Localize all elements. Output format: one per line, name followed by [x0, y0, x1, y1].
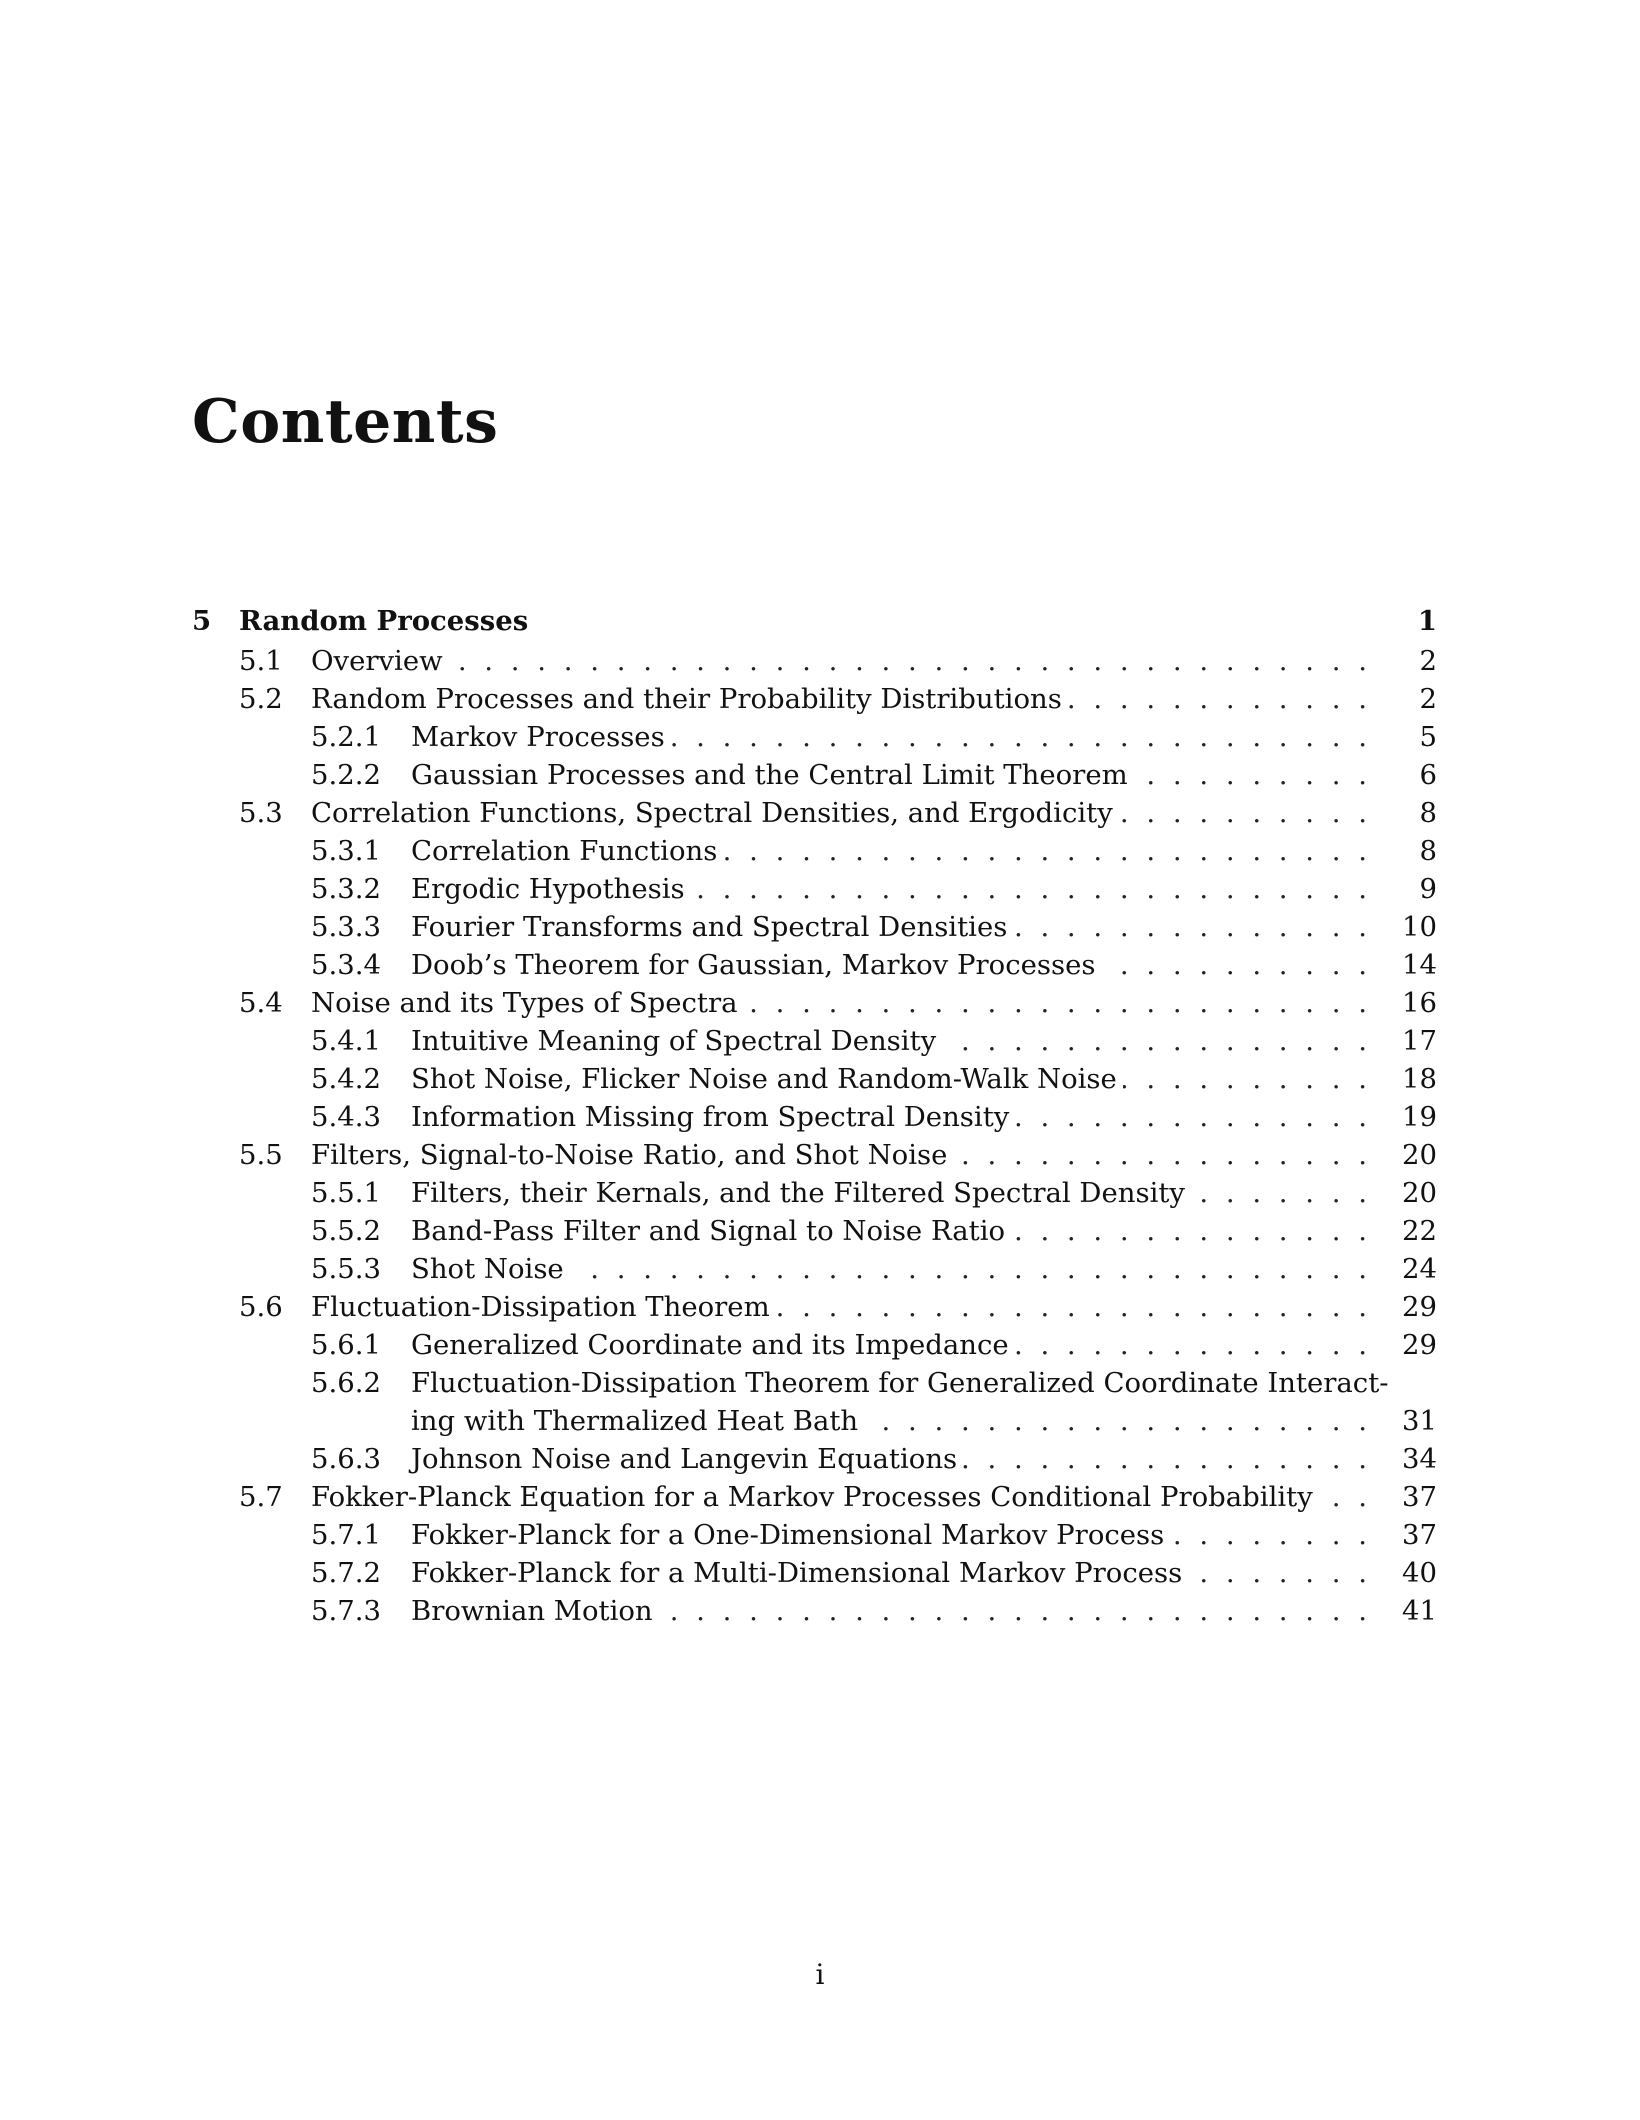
toc-leader-dots [659, 1592, 1367, 1630]
toc-entry-number: 5.3 [239, 797, 283, 829]
toc-entry-number: 5.5 [239, 1139, 283, 1171]
toc-entry-number: 5.4 [239, 987, 283, 1019]
toc-section-entry[interactable] [192, 1288, 1437, 1326]
toc-entry-page: 9 [1419, 873, 1437, 905]
toc-subsection-entry[interactable] [192, 1554, 1437, 1592]
toc-leader-dots [1068, 680, 1367, 718]
toc-entry-number: 5.3.2 [311, 873, 381, 905]
toc-entry-title: Fokker-Planck for a Multi-Dimensional Markov Process [411, 1557, 1183, 1589]
toc-section-entry[interactable] [192, 984, 1437, 1022]
toc-leader-dots [1188, 1554, 1367, 1592]
toc-subsection-entry[interactable] [192, 718, 1437, 756]
toc-leader-dots [570, 1250, 1367, 1288]
toc-entry-page: 8 [1419, 835, 1437, 867]
toc-leader-dots [1123, 1060, 1367, 1098]
toc-subsection-entry[interactable] [192, 1592, 1437, 1630]
toc-leader-dots [942, 1022, 1367, 1060]
toc-entry-page: 18 [1402, 1063, 1437, 1095]
toc-entry-number: 5.2.1 [311, 721, 381, 753]
toc-entry-number: 5.5.2 [311, 1215, 381, 1247]
toc-entry-title-continuation: ing with Thermalized Heat Bath [411, 1405, 859, 1437]
toc-chapter-title: Random Processes [239, 605, 529, 637]
toc-leader-dots [1119, 794, 1367, 832]
toc-entry-page: 20 [1402, 1177, 1437, 1209]
toc-entry-title: Markov Processes [411, 721, 665, 753]
toc-entry-page: 34 [1402, 1443, 1437, 1475]
toc-entry-number: 5.6.2 [311, 1367, 381, 1399]
toc-entry-page: 14 [1402, 949, 1437, 981]
toc-leader-dots [1134, 756, 1367, 794]
toc-entry-page: 2 [1419, 683, 1437, 715]
toc-entry-number: 5.4.3 [311, 1101, 381, 1133]
toc-entry-page: 17 [1402, 1025, 1437, 1057]
toc-subsection-entry[interactable] [192, 1174, 1437, 1212]
toc-section-entry[interactable] [192, 1478, 1437, 1516]
toc-entry-title: Gaussian Processes and the Central Limit Theorem [411, 759, 1128, 791]
toc-entry-number: 5.7.2 [311, 1557, 381, 1589]
toc-chapter-number: 5 [192, 605, 212, 637]
toc-entry-number: 5.6.1 [311, 1329, 381, 1361]
page-number-footer: i [815, 1958, 825, 1991]
toc-subsection-entry[interactable] [192, 946, 1437, 984]
toc-entry-number: 5.3.1 [311, 835, 381, 867]
toc-entry-page: 6 [1419, 759, 1437, 791]
toc-leader-dots [1319, 1478, 1367, 1516]
toc-subsection-entry[interactable] [192, 1212, 1437, 1250]
toc-entry-title: Random Processes and their Probability Distributions [311, 683, 1062, 715]
toc-entry-title: Fokker-Planck for a One-Dimensional Markov Process [411, 1519, 1165, 1551]
toc-subsection-entry[interactable] [192, 908, 1437, 946]
toc-entry-page: 24 [1402, 1253, 1437, 1285]
toc-entry-number: 5.7 [239, 1481, 283, 1513]
toc-entry-page: 37 [1402, 1519, 1437, 1551]
toc-entry-number: 5.4.2 [311, 1063, 381, 1095]
toc-subsection-entry[interactable] [192, 1516, 1437, 1554]
toc-entry-number: 5.5.3 [311, 1253, 381, 1285]
toc-section-entry[interactable] [192, 642, 1437, 680]
toc-leader-dots [671, 718, 1367, 756]
toc-leader-dots [1101, 946, 1367, 984]
toc-entry-title: Filters, their Kernals, and the Filtered Spectral Density [411, 1177, 1185, 1209]
toc-entry-number: 5.4.1 [311, 1025, 381, 1057]
toc-chapter-page: 1 [1417, 605, 1437, 637]
toc-leader-dots [1191, 1174, 1367, 1212]
table-of-contents [192, 602, 1437, 1630]
toc-subsection-entry[interactable] [192, 832, 1437, 870]
toc-chapter-entry[interactable] [192, 602, 1437, 642]
toc-section-entry[interactable] [192, 1136, 1437, 1174]
toc-section-entry[interactable] [192, 794, 1437, 832]
toc-entry-title: Fourier Transforms and Spectral Densities [411, 911, 1008, 943]
toc-subsection-entry[interactable] [192, 1440, 1437, 1478]
toc-entry-title: Band-Pass Filter and Signal to Noise Ratio [411, 1215, 1006, 1247]
toc-entry-page: 29 [1402, 1329, 1437, 1361]
toc-entry-page: 40 [1402, 1557, 1437, 1589]
toc-entry-title: Correlation Functions, Spectral Densities, and Ergodicity [311, 797, 1113, 829]
toc-entry-page: 20 [1402, 1139, 1437, 1171]
toc-entry-page: 8 [1419, 797, 1437, 829]
toc-subsection-entry[interactable] [192, 1098, 1437, 1136]
toc-entry-title: Generalized Coordinate and its Impedance [411, 1329, 1009, 1361]
toc-entry-title: Shot Noise, Flicker Noise and Random-Walk Noise [411, 1063, 1117, 1095]
toc-leader-dots [691, 870, 1367, 908]
toc-entry-number: 5.6 [239, 1291, 283, 1323]
toc-entry-title: Johnson Noise and Langevin Equations [411, 1443, 958, 1475]
toc-entry-page: 41 [1402, 1595, 1437, 1627]
toc-entry-title: Intuitive Meaning of Spectral Density [411, 1025, 937, 1057]
toc-entry-number: 5.6.3 [311, 1443, 381, 1475]
page-title: Contents [192, 387, 499, 457]
toc-entry-number: 5.3.3 [311, 911, 381, 943]
toc-entry-page: 22 [1402, 1215, 1437, 1247]
toc-leader-dots [723, 832, 1367, 870]
toc-leader-dots [1011, 1212, 1367, 1250]
toc-entry-number: 5.5.1 [311, 1177, 381, 1209]
toc-section-entry[interactable] [192, 680, 1437, 718]
toc-entry-page: 2 [1419, 645, 1437, 677]
toc-entry-page: 16 [1402, 987, 1437, 1019]
toc-entry-number: 5.7.3 [311, 1595, 381, 1627]
toc-entry-number: 5.2 [239, 683, 283, 715]
toc-subsection-entry[interactable] [192, 870, 1437, 908]
toc-entry-page: 19 [1402, 1101, 1437, 1133]
toc-entry-page: 31 [1402, 1405, 1437, 1437]
toc-leader-dots [1015, 1326, 1367, 1364]
toc-entry-title: Fluctuation-Dissipation Theorem [311, 1291, 770, 1323]
toc-leader-dots [449, 642, 1367, 680]
toc-leader-dots [1015, 1098, 1367, 1136]
toc-leader-dots [744, 984, 1368, 1022]
toc-entry-title: Overview [311, 645, 443, 677]
toc-entry-number: 5.7.1 [311, 1519, 381, 1551]
toc-leader-dots [864, 1402, 1367, 1440]
toc-entry-number: 5.2.2 [311, 759, 381, 791]
toc-entry-title: Shot Noise [411, 1253, 564, 1285]
toc-entry-title: Noise and its Types of Spectra [311, 987, 738, 1019]
toc-entry-page: 10 [1402, 911, 1437, 943]
toc-entry-title: Brownian Motion [411, 1595, 653, 1627]
toc-entry-number: 5.1 [239, 645, 283, 677]
toc-entry-title: Doob’s Theorem for Gaussian, Markov Processes [411, 949, 1096, 981]
toc-subsection-entry[interactable] [192, 1326, 1437, 1364]
toc-subsection-entry[interactable] [192, 1022, 1437, 1060]
toc-entry-title: Fokker-Planck Equation for a Markov Processes Conditional Probability [311, 1481, 1313, 1513]
toc-entry-title: Filters, Signal-to-Noise Ratio, and Shot Noise [311, 1139, 948, 1171]
toc-subsection-entry[interactable] [192, 1060, 1437, 1098]
toc-entry-page: 37 [1402, 1481, 1437, 1513]
toc-subsection-entry-continuation[interactable] [192, 1402, 1437, 1440]
toc-subsection-entry[interactable] [192, 756, 1437, 794]
toc-leader-dots [1170, 1516, 1367, 1554]
toc-subsection-entry[interactable] [192, 1364, 1437, 1402]
toc-entry-title: Ergodic Hypothesis [411, 873, 685, 905]
toc-leader-dots [776, 1288, 1367, 1326]
toc-entry-title: Correlation Functions [411, 835, 718, 867]
toc-entry-page: 5 [1419, 721, 1437, 753]
toc-entry-title: Fluctuation-Dissipation Theorem for Generalized Coordinate Interact- [411, 1367, 1389, 1399]
toc-leader-dots [953, 1136, 1367, 1174]
toc-entry-page: 29 [1402, 1291, 1437, 1323]
toc-subsection-entry[interactable] [192, 1250, 1437, 1288]
toc-entry-title: Information Missing from Spectral Density [411, 1101, 1010, 1133]
toc-leader-dots [1013, 908, 1367, 946]
toc-leader-dots [963, 1440, 1367, 1478]
toc-entry-number: 5.3.4 [311, 949, 381, 981]
